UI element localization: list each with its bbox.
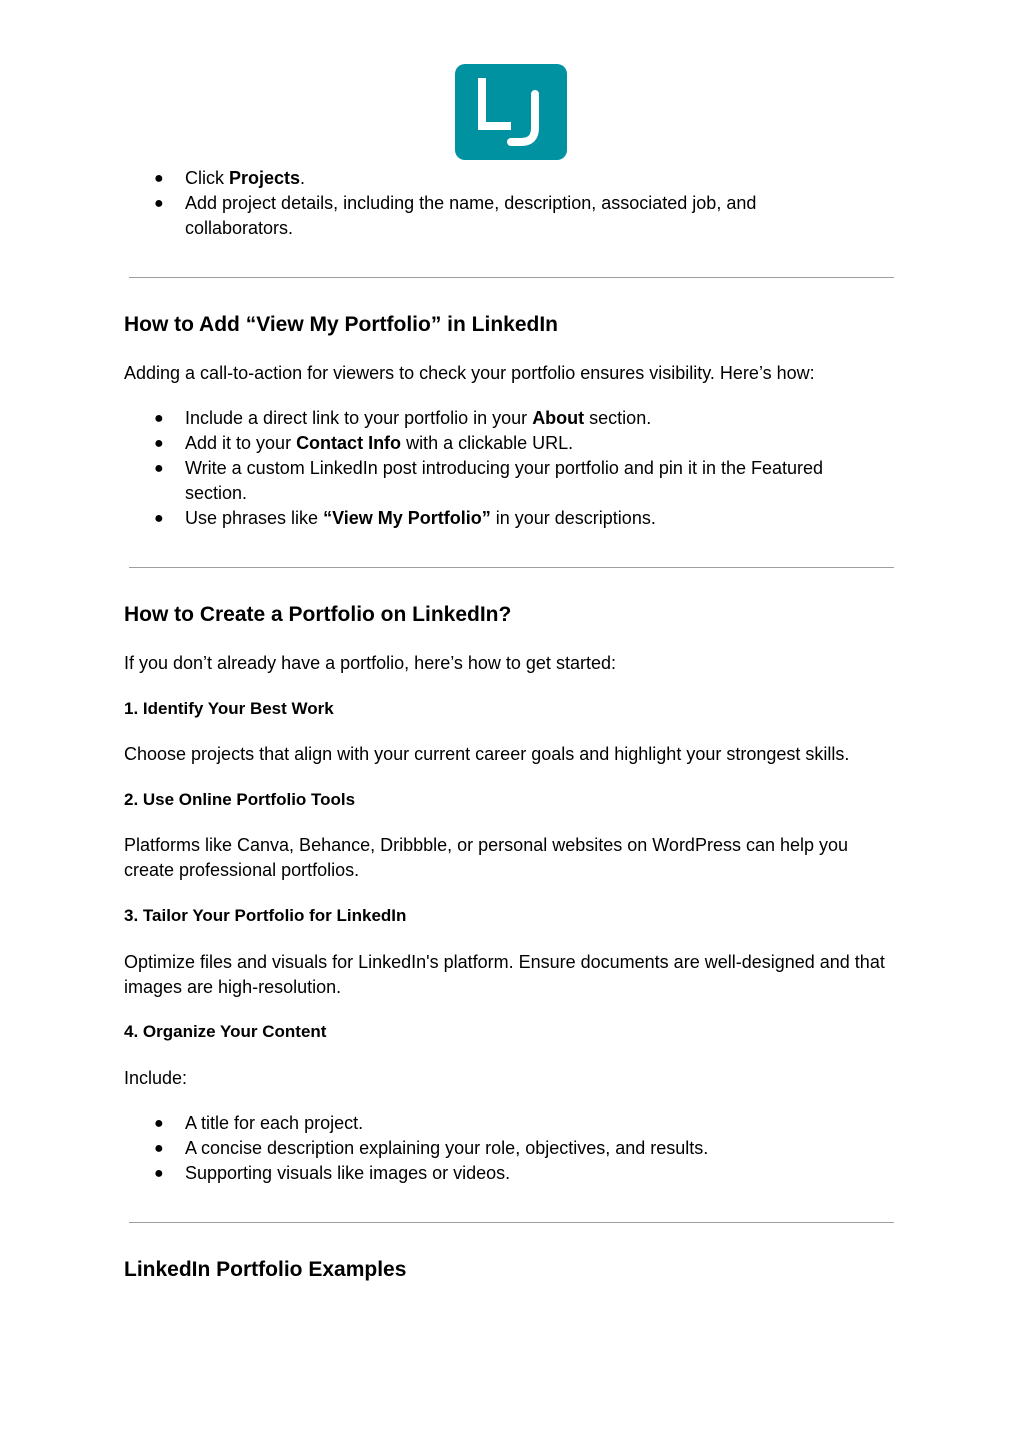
step-text: Optimize files and visuals for LinkedIn's platform. Ensure documents are well-designed and that images are high-resolution. [124,952,885,997]
bullet-icon: ● [154,1115,164,1132]
bullet-icon: ● [154,460,164,477]
section-divider [129,1222,894,1223]
bullet-icon: ● [154,170,164,187]
step-heading: 3. Tailor Your Portfolio for LinkedIn [124,906,407,925]
section-intro: If you don’t already have a portfolio, here’s how to get started: [124,653,616,673]
bullet-icon: ● [154,410,164,427]
list-item: ● Click Projects. [124,166,899,191]
portfolio-link-bullet-list [124,406,899,531]
list-item: ● A concise description explaining your role, objectives, and results. [124,1136,899,1161]
step-heading: 2. Use Online Portfolio Tools [124,790,356,809]
list-item: ● Supporting visuals like images or videos. [124,1161,899,1186]
list-item: ● Write a custom LinkedIn post introducing your portfolio and pin it in the Featured section. [154,458,824,503]
bullet-icon: ● [154,195,164,212]
step-heading: 1. Identify Your Best Work [124,699,334,718]
step-text: Choose projects that align with your current career goals and highlight your strongest skills. [124,744,850,764]
list-item: ● A title for each project. [124,1111,899,1136]
section-intro: Adding a call-to-action for viewers to check your portfolio ensures visibility. Here’s how: [124,363,815,383]
bullet-icon: ● [154,510,164,527]
section-divider [129,567,894,568]
step-text: Platforms like Canva, Behance, Dribbble, or personal websites on WordPress can help you create professional portfolios. [124,835,849,880]
section-heading: LinkedIn Portfolio Examples [124,1258,407,1281]
section-divider [129,277,894,278]
list-item: ● Add it to your Contact Info with a clickable URL. [124,431,899,456]
step-text: Include: [124,1068,188,1088]
bullet-icon: ● [154,1165,164,1182]
list-item: ● Add project details, including the name, description, associated job, and collaborators. [154,193,757,238]
section-heading: How to Create a Portfolio on LinkedIn? [124,603,512,626]
bullet-icon: ● [154,435,164,452]
content-bullet-list [124,1111,899,1186]
intro-bullet-list [124,166,899,241]
lj-logo-icon [455,64,567,160]
list-item: ● Use phrases like “View My Portfolio” in your descriptions. [124,506,899,531]
step-heading: 4. Organize Your Content [124,1022,327,1041]
list-item: ● Include a direct link to your portfolio in your About section. [124,406,899,431]
bullet-icon: ● [154,1140,164,1157]
section-heading: How to Add “View My Portfolio” in LinkedIn [124,313,558,336]
